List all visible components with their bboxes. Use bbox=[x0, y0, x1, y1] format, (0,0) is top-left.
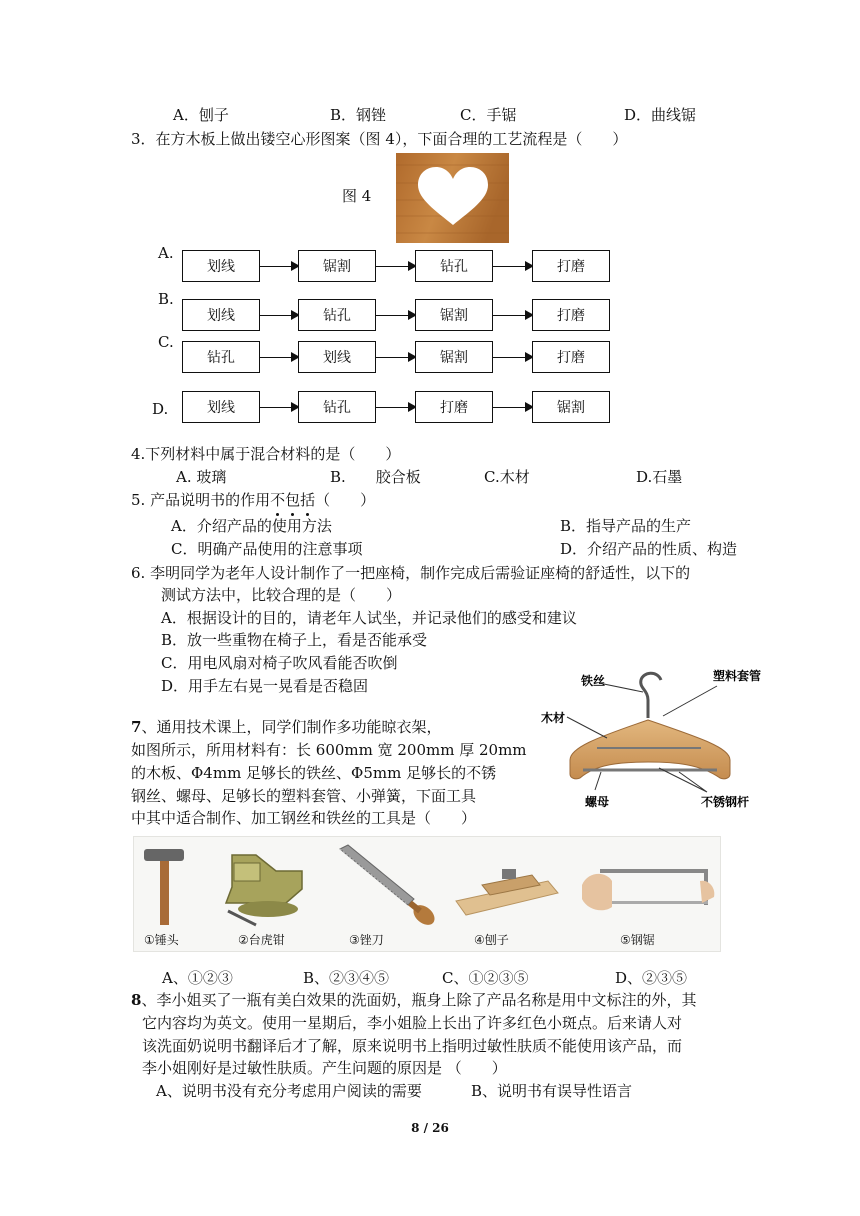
flow-d-step-4: 锯割 bbox=[532, 391, 610, 423]
q4-option-b: B. 胶合板 bbox=[330, 468, 421, 486]
tool-caption-1: ①锤头 bbox=[144, 933, 179, 947]
q7-line-1-text: 、通用技术课上，同学们制作多功能晾衣架， bbox=[141, 718, 442, 736]
flow-b-step-4: 打磨 bbox=[532, 299, 610, 331]
q4-option-c: C.木材 bbox=[484, 468, 530, 486]
label-plastic-tube: 塑料套管 bbox=[713, 669, 762, 683]
q6-option-b: B．放一些重物在椅子上，看是否能承受 bbox=[161, 631, 428, 649]
q5-option-d: D．介绍产品的性质、构造 bbox=[560, 540, 738, 558]
flow-c-step-4: 打磨 bbox=[532, 341, 610, 373]
label-steel-rod: 不锈钢杆 bbox=[701, 795, 750, 809]
emphasis-char: 不 bbox=[270, 491, 286, 509]
emphasis-char: 包 bbox=[285, 491, 301, 509]
hammer-icon bbox=[136, 843, 198, 929]
q2-option-a: A．刨子 bbox=[173, 106, 229, 124]
arrow-icon bbox=[376, 266, 415, 267]
q7-line-4: 钢丝、螺母、足够长的塑料套管、小弹簧，下面工具 bbox=[131, 787, 477, 805]
q6-stem-line-1: 6. 李明同学为老年人设计制作了一把座椅，制作完成后需验证座椅的舒适性，以下的 bbox=[131, 564, 691, 582]
clothes-hanger-diagram bbox=[535, 660, 775, 820]
q7-option-c: C、①②③⑤ bbox=[442, 969, 529, 987]
flow-c-step-2: 划线 bbox=[298, 341, 376, 373]
q5-stem bbox=[131, 489, 375, 511]
q7-option-b: B、②③④⑤ bbox=[303, 969, 390, 987]
bench-vise-icon bbox=[216, 841, 316, 927]
q2-option-d: D．曲线锯 bbox=[624, 106, 697, 124]
tool-caption-2: ②台虎钳 bbox=[238, 933, 285, 947]
q7-option-d: D、②③⑤ bbox=[615, 969, 688, 987]
flow-b-step-2: 钻孔 bbox=[298, 299, 376, 331]
tool-caption-3: ③锉刀 bbox=[349, 933, 384, 947]
flow-b-step-3: 锯割 bbox=[415, 299, 493, 331]
q3-option-d-label: D. bbox=[152, 400, 169, 418]
q8-option-b: B、说明书有误导性语言 bbox=[471, 1082, 633, 1100]
file-tool-icon bbox=[334, 843, 444, 929]
q2-option-b: B．钢锉 bbox=[330, 106, 387, 124]
arrow-icon bbox=[493, 315, 532, 316]
tool-caption-5: ⑤钢锯 bbox=[620, 933, 655, 947]
q7-line-5: 中其中适合制作、加工钢丝和铁丝的工具是（ ） bbox=[131, 809, 477, 827]
figure-4-label: 图 4 bbox=[342, 187, 372, 205]
arrow-icon bbox=[493, 266, 532, 267]
q7-line-3: 的木板、Φ4mm 足够长的铁丝、Φ5mm 足够长的不锈 bbox=[131, 764, 497, 782]
q8-option-a: A、说明书没有充分考虑用户阅读的需要 bbox=[156, 1082, 422, 1100]
q6-stem-line-2: 测试方法中，比较合理的是（ ） bbox=[161, 586, 402, 604]
q8-number: 8 bbox=[131, 991, 142, 1009]
q8-line-4: 李小姐刚好是过敏性肤质。产生问题的原因是 （ ） bbox=[142, 1059, 507, 1077]
q4-stem: 4.下列材料中属于混合材料的是（ ） bbox=[131, 445, 401, 463]
flow-a-step-3: 钻孔 bbox=[415, 250, 493, 282]
arrow-icon bbox=[260, 407, 298, 408]
flow-d-step-1: 划线 bbox=[182, 391, 260, 423]
q3-option-a-label: A. bbox=[158, 244, 174, 262]
emphasis-char: 括 bbox=[300, 491, 316, 509]
flow-c-step-1: 钻孔 bbox=[182, 341, 260, 373]
q8-line-1-text: 、李小姐买了一瓶有美白效果的洗面奶，瓶身上除了产品名称是用中文标注的外，其 bbox=[141, 991, 697, 1009]
arrow-icon bbox=[260, 357, 298, 358]
q6-option-c: C．用电风扇对椅子吹风看能否吹倒 bbox=[161, 654, 398, 672]
q5-option-b: B．指导产品的生产 bbox=[560, 517, 692, 535]
label-wood: 木材 bbox=[541, 711, 566, 725]
q4-option-a: A. 玻璃 bbox=[176, 468, 227, 486]
q3-stem: 3．在方木板上做出镂空心形图案（图 4），下面合理的工艺流程是（ ） bbox=[131, 130, 628, 148]
arrow-icon bbox=[493, 407, 532, 408]
tool-caption-4: ④刨子 bbox=[474, 933, 509, 947]
flow-b-step-1: 划线 bbox=[182, 299, 260, 331]
q7-line-2: 如图所示，所用材料有：长 600mm 宽 200mm 厚 20mm bbox=[131, 741, 527, 759]
q8-line-2: 它内容均为英文。使用一星期后，李小姐脸上长出了许多红色小斑点。后来请人对 bbox=[142, 1014, 683, 1032]
q3-option-b-label: B. bbox=[158, 290, 174, 308]
plane-tool-icon bbox=[452, 851, 562, 931]
q8-line-3: 该洗面奶说明书翻译后才了解，原来说明书上指明过敏性肤质不能使用该产品，而 bbox=[142, 1037, 683, 1055]
arrow-icon bbox=[493, 357, 532, 358]
q7-number: 7 bbox=[131, 718, 142, 736]
q5-stem-pre: 5. 产品说明书的作用 bbox=[131, 491, 271, 509]
label-wire: 铁丝 bbox=[581, 674, 606, 688]
q5-stem-post: （ ） bbox=[315, 491, 376, 509]
arrow-icon bbox=[376, 357, 415, 358]
q6-option-a: A．根据设计的目的，请老年人试坐，并记录他们的感受和建议 bbox=[161, 609, 577, 627]
page-number: 8 / 26 bbox=[411, 1121, 449, 1135]
arrow-icon bbox=[260, 266, 298, 267]
flow-a-step-1: 划线 bbox=[182, 250, 260, 282]
q5-option-a: A．介绍产品的使用方法 bbox=[171, 517, 332, 535]
tools-image-strip bbox=[133, 836, 721, 952]
arrow-icon bbox=[376, 407, 415, 408]
heart-board-image bbox=[396, 153, 509, 243]
q4-option-d: D.石墨 bbox=[636, 468, 683, 486]
q6-option-d: D．用手左右晃一晃看是否稳固 bbox=[161, 677, 369, 695]
q2-option-c: C．手锯 bbox=[460, 106, 517, 124]
flow-c-step-3: 锯割 bbox=[415, 341, 493, 373]
flow-a-step-4: 打磨 bbox=[532, 250, 610, 282]
q3-option-c-label: C. bbox=[158, 333, 174, 351]
q7-option-a: A、①②③ bbox=[162, 969, 233, 987]
flow-d-step-3: 打磨 bbox=[415, 391, 493, 423]
arrow-icon bbox=[376, 315, 415, 316]
arrow-icon bbox=[260, 315, 298, 316]
label-nut: 螺母 bbox=[585, 795, 610, 809]
hacksaw-icon bbox=[578, 851, 718, 931]
q7-line-1 bbox=[131, 716, 441, 738]
q8-line-1 bbox=[131, 989, 696, 1011]
q5-option-c: C．明确产品使用的注意事项 bbox=[171, 540, 363, 558]
flow-d-step-2: 钻孔 bbox=[298, 391, 376, 423]
flow-a-step-2: 锯割 bbox=[298, 250, 376, 282]
